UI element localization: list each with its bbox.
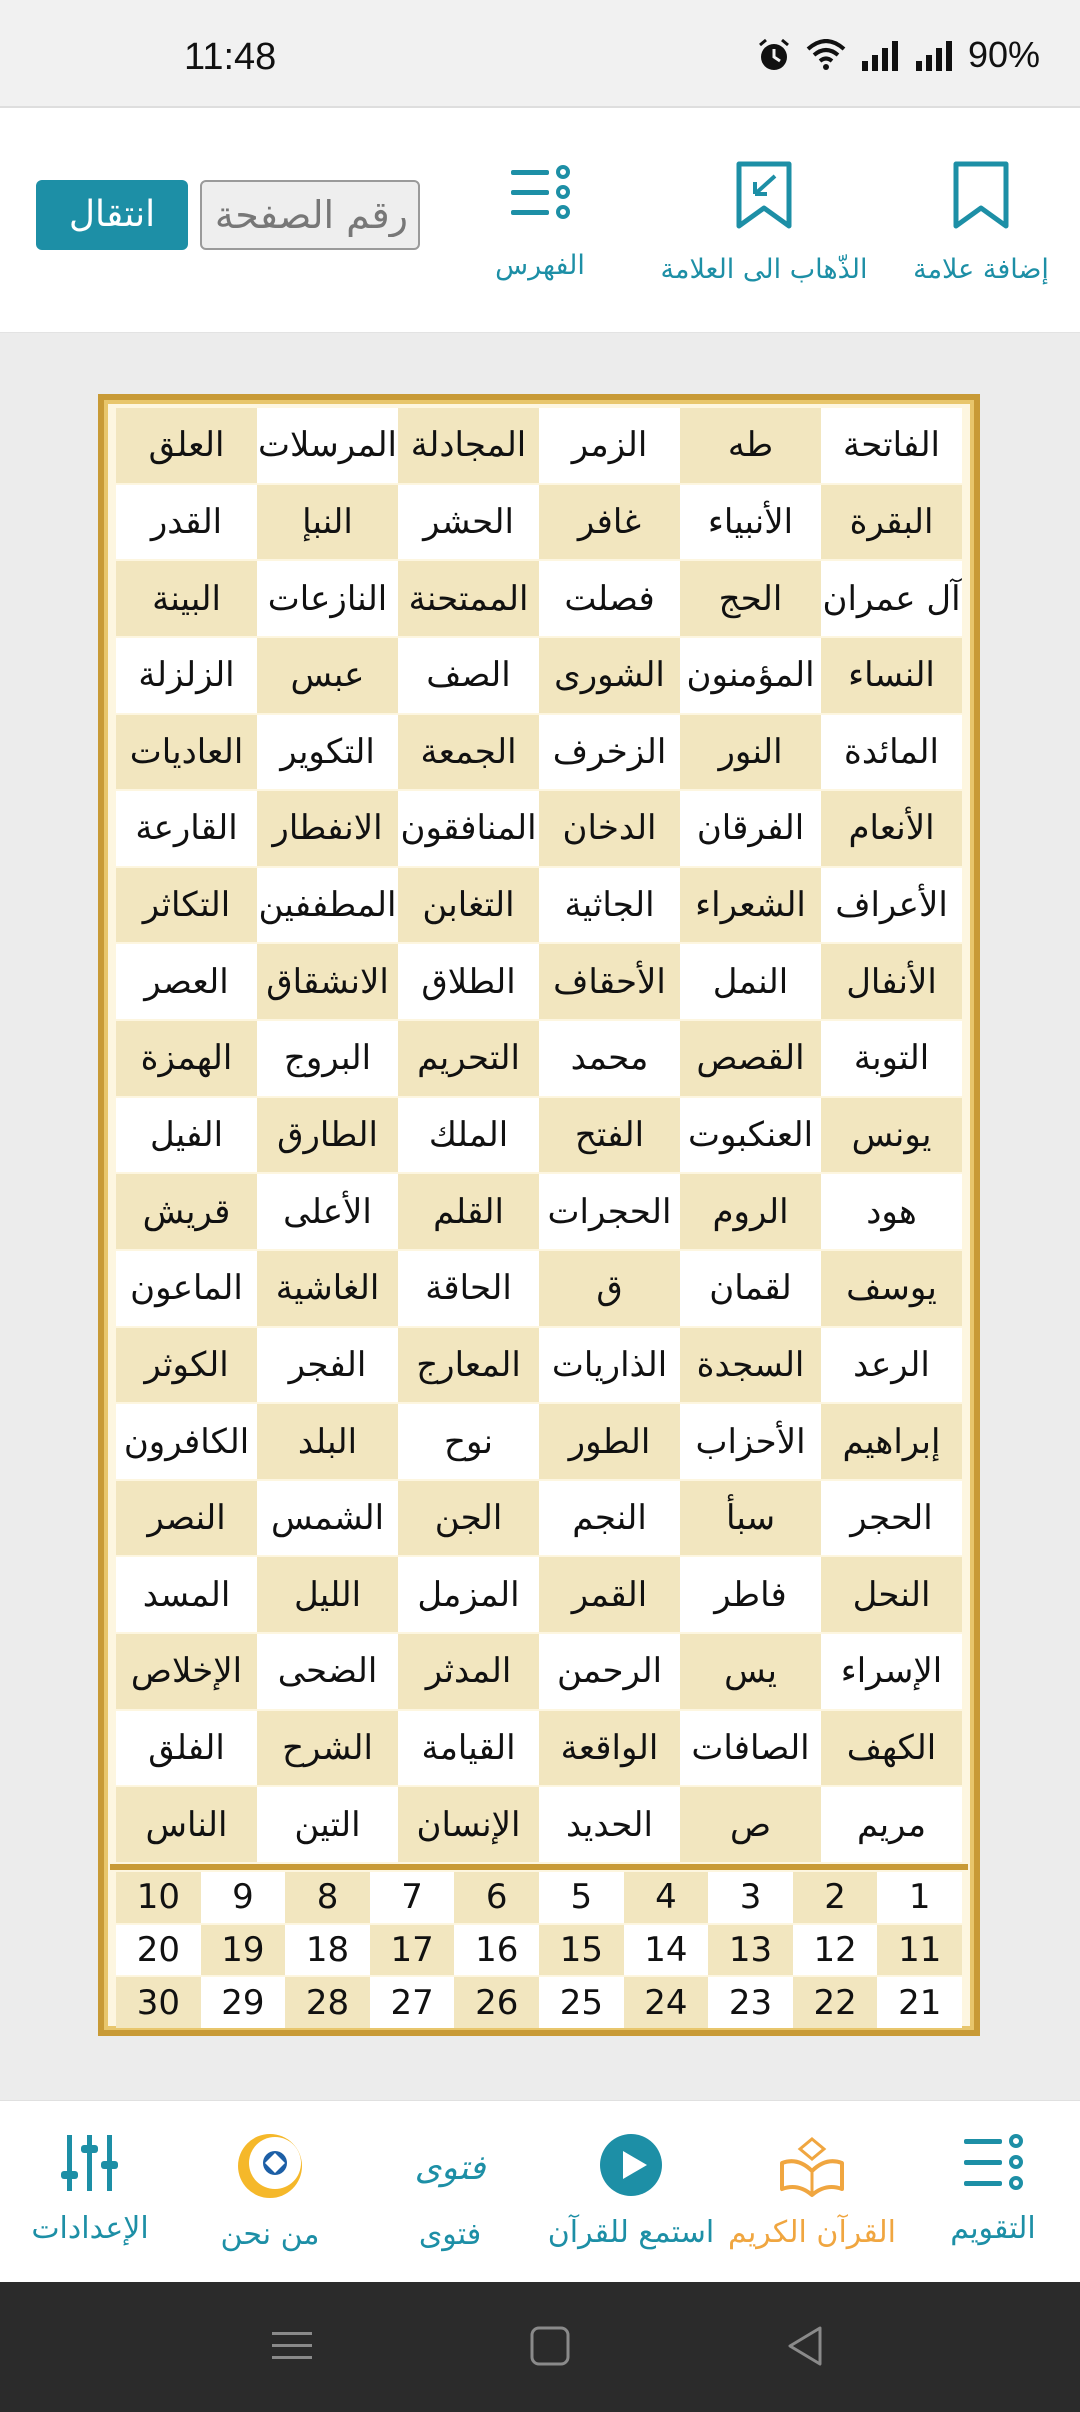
bookmark-icon <box>948 160 1014 230</box>
surah-cell[interactable]: التحريم <box>398 1021 539 1096</box>
bookmark-arrow-icon <box>731 160 797 230</box>
index-label: الفهرس <box>495 250 585 281</box>
surah-cell[interactable]: المزمل <box>398 1557 539 1632</box>
surah-cell[interactable]: الكهف <box>821 1711 962 1786</box>
signal-icon-2 <box>914 39 954 71</box>
bottom-nav <box>0 2100 1080 2283</box>
nav-quran[interactable] <box>722 2131 902 2250</box>
status-bar <box>0 0 1080 108</box>
surah-cell[interactable]: التوبة <box>821 1021 962 1096</box>
juz-cell[interactable]: 1 <box>877 1872 962 1923</box>
home-icon[interactable] <box>528 2324 572 2368</box>
nav-settings-label: الإعدادات <box>31 2211 149 2246</box>
surah-grid <box>116 408 962 1862</box>
surah-cell[interactable]: الضحى <box>257 1634 398 1709</box>
surah-cell[interactable]: آل عمران <box>821 561 962 636</box>
juz-cell[interactable]: 2 <box>793 1872 878 1923</box>
surah-cell[interactable]: الحجرات <box>539 1174 680 1249</box>
surah-cell[interactable]: المدثر <box>398 1634 539 1709</box>
surah-cell[interactable]: الجاثية <box>539 868 680 943</box>
surah-cell[interactable]: القصص <box>680 1021 821 1096</box>
surah-cell[interactable]: الأنعام <box>821 791 962 866</box>
juz-cell[interactable]: 23 <box>708 1977 793 2028</box>
surah-cell[interactable]: الزلزلة <box>116 638 257 713</box>
surah-cell[interactable]: الانشقاق <box>257 944 398 1019</box>
surah-cell[interactable]: البروج <box>257 1021 398 1096</box>
surah-cell[interactable]: القلم <box>398 1174 539 1249</box>
surah-cell[interactable]: الليل <box>257 1557 398 1632</box>
surah-cell[interactable]: الفيل <box>116 1098 257 1173</box>
surah-cell[interactable]: المؤمنون <box>680 638 821 713</box>
signal-icon <box>860 39 900 71</box>
juz-cell[interactable]: 6 <box>454 1872 539 1923</box>
surah-cell[interactable]: القمر <box>539 1557 680 1632</box>
surah-cell[interactable]: الحشر <box>398 485 539 560</box>
surah-cell[interactable]: يونس <box>821 1098 962 1173</box>
juz-cell[interactable]: 28 <box>285 1977 370 2028</box>
page-number-input[interactable] <box>200 180 420 250</box>
surah-cell[interactable]: الزمر <box>539 408 680 483</box>
surah-cell[interactable]: الرحمن <box>539 1634 680 1709</box>
surah-cell[interactable]: السجدة <box>680 1328 821 1403</box>
surah-cell[interactable]: قريش <box>116 1174 257 1249</box>
surah-cell[interactable]: الإسراء <box>821 1634 962 1709</box>
surah-cell[interactable]: الكافرون <box>116 1404 257 1479</box>
nav-about-label: من نحن <box>220 2217 320 2252</box>
surah-cell[interactable]: الممتحنة <box>398 561 539 636</box>
nav-fatwa[interactable] <box>390 2131 510 2252</box>
surah-cell[interactable]: الكوثر <box>116 1328 257 1403</box>
juz-cell[interactable]: 7 <box>370 1872 455 1923</box>
surah-cell[interactable]: الطلاق <box>398 944 539 1019</box>
surah-cell[interactable]: النجم <box>539 1481 680 1556</box>
surah-cell[interactable]: التكاثر <box>116 868 257 943</box>
surah-cell[interactable]: الشرح <box>257 1711 398 1786</box>
surah-cell[interactable]: الطارق <box>257 1098 398 1173</box>
surah-cell[interactable]: المطففين <box>257 868 398 943</box>
surah-cell[interactable]: الإخلاص <box>116 1634 257 1709</box>
surah-cell[interactable]: الرعد <box>821 1328 962 1403</box>
juz-cell[interactable]: 17 <box>370 1925 455 1976</box>
surah-cell[interactable]: الفرقان <box>680 791 821 866</box>
juz-cell[interactable]: 3 <box>708 1872 793 1923</box>
open-book-icon <box>776 2131 848 2199</box>
sliders-icon <box>59 2131 121 2195</box>
juz-cell[interactable]: 25 <box>539 1977 624 2028</box>
index-button[interactable] <box>480 160 600 281</box>
play-circle-icon <box>597 2131 665 2199</box>
surah-cell[interactable]: الأحقاف <box>539 944 680 1019</box>
surah-cell[interactable]: النصر <box>116 1481 257 1556</box>
surah-cell[interactable]: يوسف <box>821 1251 962 1326</box>
surah-cell[interactable]: الواقعة <box>539 1711 680 1786</box>
nav-about[interactable] <box>210 2131 330 2252</box>
surah-cell[interactable]: الملك <box>398 1098 539 1173</box>
nav-settings[interactable] <box>30 2131 150 2246</box>
surah-cell[interactable]: التكوير <box>257 715 398 790</box>
nav-listen-label: استمع للقرآن <box>547 2215 715 2250</box>
surah-cell[interactable]: الماعون <box>116 1251 257 1326</box>
surah-cell[interactable]: الهمزة <box>116 1021 257 1096</box>
fatwa-calligraphy-icon <box>410 2131 490 2201</box>
goto-bookmark-label: الذّهاب الى العلامة <box>660 254 868 285</box>
surah-cell[interactable]: الفلق <box>116 1711 257 1786</box>
surah-cell[interactable]: المائدة <box>821 715 962 790</box>
surah-cell[interactable]: محمد <box>539 1021 680 1096</box>
surah-cell[interactable]: القيامة <box>398 1711 539 1786</box>
juz-cell[interactable]: 18 <box>285 1925 370 1976</box>
surah-cell[interactable]: لقمان <box>680 1251 821 1326</box>
surah-cell[interactable]: الروم <box>680 1174 821 1249</box>
surah-cell[interactable]: سبأ <box>680 1481 821 1556</box>
nav-listen[interactable] <box>536 2131 726 2250</box>
juz-grid <box>116 1872 962 2028</box>
wifi-icon <box>806 39 846 71</box>
surah-cell[interactable]: التغابن <box>398 868 539 943</box>
surah-cell[interactable]: القارعة <box>116 791 257 866</box>
surah-cell[interactable]: ص <box>680 1787 821 1862</box>
surah-cell[interactable]: الفتح <box>539 1098 680 1173</box>
surah-cell[interactable]: الفاتحة <box>821 408 962 483</box>
surah-cell[interactable]: فاطر <box>680 1557 821 1632</box>
surah-cell[interactable]: البلد <box>257 1404 398 1479</box>
juz-cell[interactable]: 24 <box>624 1977 709 2028</box>
surah-cell[interactable]: المرسلات <box>257 408 398 483</box>
surah-cell[interactable]: المنافقون <box>398 791 539 866</box>
surah-cell[interactable]: هود <box>821 1174 962 1249</box>
juz-cell[interactable]: 27 <box>370 1977 455 2028</box>
surah-cell[interactable]: ق <box>539 1251 680 1326</box>
juz-cell[interactable]: 12 <box>793 1925 878 1976</box>
surah-cell[interactable]: الأنبياء <box>680 485 821 560</box>
surah-cell[interactable]: النور <box>680 715 821 790</box>
surah-cell[interactable]: عبس <box>257 638 398 713</box>
surah-cell[interactable]: الأنفال <box>821 944 962 1019</box>
juz-cell[interactable]: 9 <box>201 1872 286 1923</box>
surah-cell[interactable]: الدخان <box>539 791 680 866</box>
surah-cell[interactable]: الذاريات <box>539 1328 680 1403</box>
juz-cell[interactable]: 22 <box>793 1977 878 2028</box>
juz-cell[interactable]: 20 <box>116 1925 201 1976</box>
add-bookmark-button[interactable] <box>866 160 1080 285</box>
surah-cell[interactable]: نوح <box>398 1404 539 1479</box>
surah-cell[interactable]: المعارج <box>398 1328 539 1403</box>
table-divider <box>110 1864 968 1870</box>
surah-cell[interactable]: طه <box>680 408 821 483</box>
surah-cell[interactable]: إبراهيم <box>821 1404 962 1479</box>
surah-cell[interactable]: الأحزاب <box>680 1404 821 1479</box>
surah-cell[interactable]: الحجر <box>821 1481 962 1556</box>
add-bookmark-label: إضافة علامة <box>913 254 1049 285</box>
surah-cell[interactable]: الحج <box>680 561 821 636</box>
juz-cell[interactable]: 5 <box>539 1872 624 1923</box>
surah-cell[interactable]: القدر <box>116 485 257 560</box>
list-icon <box>960 2131 1026 2195</box>
juz-cell[interactable]: 8 <box>285 1872 370 1923</box>
surah-cell[interactable]: النساء <box>821 638 962 713</box>
surah-cell[interactable]: الإنسان <box>398 1787 539 1862</box>
go-button[interactable]: انتقال <box>36 180 188 250</box>
surah-cell[interactable]: الفجر <box>257 1328 398 1403</box>
surah-index-table <box>98 394 980 2036</box>
juz-cell[interactable]: 11 <box>877 1925 962 1976</box>
surah-cell[interactable]: الزخرف <box>539 715 680 790</box>
nav-calendar[interactable] <box>928 2131 1058 2246</box>
surah-cell[interactable]: الصافات <box>680 1711 821 1786</box>
toolbar <box>0 108 1080 333</box>
nav-calendar-label: التقويم <box>950 2211 1036 2246</box>
juz-cell[interactable]: 29 <box>201 1977 286 2028</box>
juz-cell[interactable]: 19 <box>201 1925 286 1976</box>
surah-cell[interactable]: البينة <box>116 561 257 636</box>
list-icon <box>507 160 573 226</box>
surah-cell[interactable]: مريم <box>821 1787 962 1862</box>
surah-cell[interactable]: الحاقة <box>398 1251 539 1326</box>
surah-cell[interactable]: النحل <box>821 1557 962 1632</box>
surah-cell[interactable]: العنكبوت <box>680 1098 821 1173</box>
surah-cell[interactable]: الانفطار <box>257 791 398 866</box>
recents-icon[interactable] <box>270 2324 314 2368</box>
surah-cell[interactable]: المسد <box>116 1557 257 1632</box>
surah-cell[interactable]: التين <box>257 1787 398 1862</box>
juz-cell[interactable]: 14 <box>624 1925 709 1976</box>
surah-cell[interactable]: العاديات <box>116 715 257 790</box>
surah-cell[interactable]: الشعراء <box>680 868 821 943</box>
juz-cell[interactable]: 26 <box>454 1977 539 2028</box>
back-icon[interactable] <box>784 2324 828 2368</box>
juz-cell[interactable]: 15 <box>539 1925 624 1976</box>
surah-cell[interactable]: العصر <box>116 944 257 1019</box>
fatwa-icon-text: فتوى <box>414 2148 486 2188</box>
surah-cell[interactable]: الصف <box>398 638 539 713</box>
juz-cell[interactable]: 16 <box>454 1925 539 1976</box>
surah-cell[interactable]: الأعلى <box>257 1174 398 1249</box>
moon-logo-icon <box>235 2131 305 2201</box>
surah-cell[interactable]: الطور <box>539 1404 680 1479</box>
surah-cell[interactable]: يس <box>680 1634 821 1709</box>
juz-cell[interactable]: 4 <box>624 1872 709 1923</box>
goto-bookmark-button[interactable] <box>654 160 874 285</box>
surah-cell[interactable]: النازعات <box>257 561 398 636</box>
system-nav-bar <box>0 2282 1080 2412</box>
surah-cell[interactable]: الشمس <box>257 1481 398 1556</box>
nav-quran-label: القرآن الكريم <box>727 2215 897 2250</box>
nav-fatwa-label: فتوى <box>418 2217 482 2252</box>
surah-cell[interactable]: المجادلة <box>398 408 539 483</box>
juz-cell[interactable]: 10 <box>116 1872 201 1923</box>
surah-cell[interactable]: الجمعة <box>398 715 539 790</box>
alarm-icon <box>756 37 792 73</box>
surah-cell[interactable]: النبإ <box>257 485 398 560</box>
surah-cell[interactable]: الأعراف <box>821 868 962 943</box>
surah-cell[interactable]: الجن <box>398 1481 539 1556</box>
battery-level: 90% <box>967 34 1040 75</box>
juz-cell[interactable]: 13 <box>708 1925 793 1976</box>
status-time: 11:48 <box>184 36 277 78</box>
surah-cell[interactable]: غافر <box>539 485 680 560</box>
surah-cell[interactable]: الناس <box>116 1787 257 1862</box>
status-icons <box>756 34 1040 76</box>
surah-cell[interactable]: الغاشية <box>257 1251 398 1326</box>
surah-cell[interactable]: فصلت <box>539 561 680 636</box>
surah-cell[interactable]: البقرة <box>821 485 962 560</box>
juz-cell[interactable]: 30 <box>116 1977 201 2028</box>
surah-cell[interactable]: النمل <box>680 944 821 1019</box>
surah-cell[interactable]: الشورى <box>539 638 680 713</box>
surah-cell[interactable]: العلق <box>116 408 257 483</box>
juz-cell[interactable]: 21 <box>877 1977 962 2028</box>
surah-cell[interactable]: الحديد <box>539 1787 680 1862</box>
